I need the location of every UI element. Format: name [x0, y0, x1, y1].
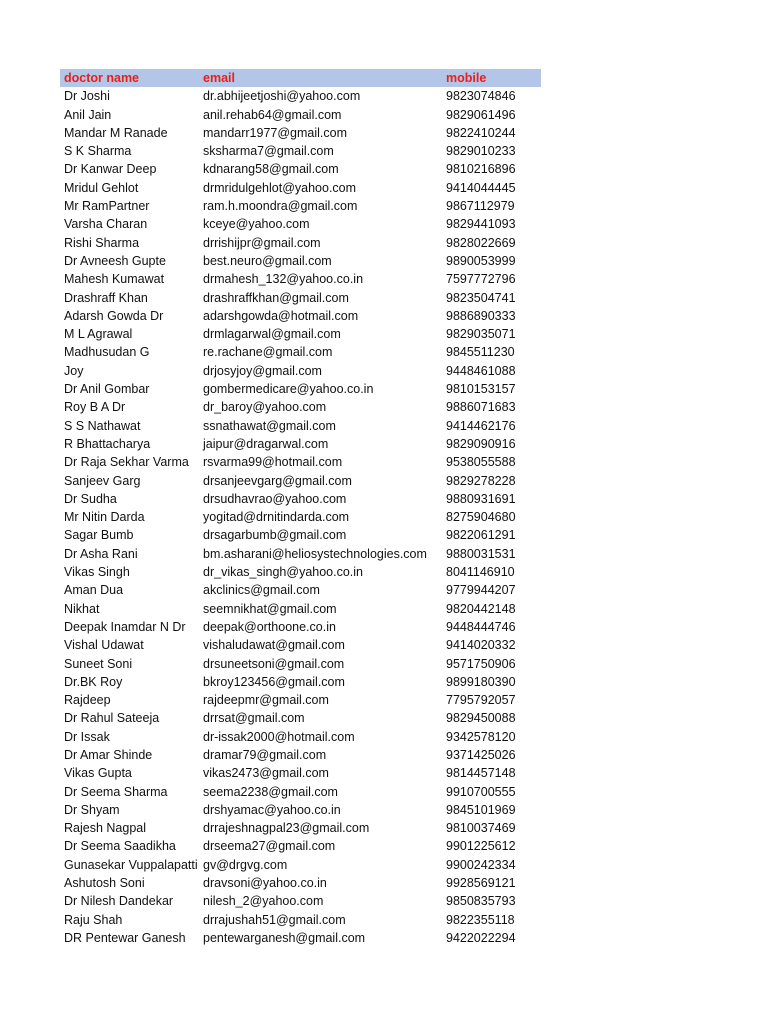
email-cell: drrsat@gmail.com — [203, 711, 305, 726]
email-cell: gv@drgvg.com — [203, 857, 288, 872]
doctor-name-cell: Dr Asha Rani — [64, 546, 138, 561]
table-row — [60, 490, 541, 508]
doctor-name-cell: S K Sharma — [64, 144, 132, 159]
doctor-name-cell: Rishi Sharma — [64, 235, 140, 250]
table-row — [60, 892, 541, 910]
table-row — [60, 856, 541, 874]
doctor-contacts-table — [60, 69, 541, 947]
doctor-name-cell: Varsha Charan — [64, 217, 148, 232]
doctor-name-cell: Nikhat — [64, 601, 100, 616]
doctor-name-cell: Dr Avneesh Gupte — [64, 253, 166, 268]
mobile-cell: 8041146910 — [446, 565, 515, 580]
mobile-cell: 9414462176 — [446, 418, 516, 433]
mobile-cell: 9571750906 — [446, 656, 516, 671]
table-row — [60, 398, 541, 416]
table-row — [60, 636, 541, 654]
table-row — [60, 600, 541, 618]
table-row — [60, 819, 541, 837]
email-cell: sksharma7@gmail.com — [203, 144, 334, 159]
doctor-name-cell: Sanjeev Garg — [64, 473, 141, 488]
table-row — [60, 746, 541, 764]
mobile-cell: 9822410244 — [446, 125, 516, 140]
header-mobile: mobile — [446, 71, 487, 85]
doctor-name-cell: Rajesh Nagpal — [64, 821, 146, 836]
email-cell: yogitad@drnitindarda.com — [203, 510, 350, 525]
doctor-name-cell: R Bhattacharya — [64, 436, 151, 451]
doctor-name-cell: Mahesh Kumawat — [64, 272, 165, 287]
email-cell: drseema27@gmail.com — [203, 839, 336, 854]
email-cell: vikas2473@gmail.com — [203, 766, 329, 781]
table-row — [60, 911, 541, 929]
table-row — [60, 142, 541, 160]
email-cell: drsanjeevgarg@gmail.com — [203, 473, 352, 488]
mobile-cell: 9886071683 — [446, 400, 516, 415]
email-cell: best.neuro@gmail.com — [203, 253, 332, 268]
table-row — [60, 380, 541, 398]
table-row — [60, 197, 541, 215]
table-row — [60, 472, 541, 490]
table-row — [60, 362, 541, 380]
mobile-cell: 9829035071 — [446, 327, 516, 342]
email-cell: dr-issak2000@hotmail.com — [203, 729, 355, 744]
table-row — [60, 343, 541, 361]
doctor-name-cell: Raju Shah — [64, 912, 123, 927]
doctor-name-cell: Drashraff Khan — [64, 290, 148, 305]
email-cell: dravsoni@yahoo.co.in — [203, 876, 327, 891]
mobile-cell: 9899180390 — [446, 674, 516, 689]
doctor-name-cell: Suneet Soni — [64, 656, 133, 671]
table-row — [60, 508, 541, 526]
email-cell: adarshgowda@hotmail.com — [203, 308, 359, 323]
mobile-cell: 9829278228 — [446, 473, 516, 488]
doctor-name-cell: Dr Amar Shinde — [64, 747, 153, 762]
doctor-name-cell: Madhusudan G — [64, 345, 150, 360]
header-doctor-name: doctor name — [64, 71, 140, 85]
doctor-name-cell: Ashutosh Soni — [64, 876, 145, 891]
table-row — [60, 252, 541, 270]
table-row — [60, 545, 541, 563]
mobile-cell: 9822061291 — [446, 528, 516, 543]
email-cell: drmridulgehlot@yahoo.com — [203, 180, 357, 195]
doctor-name-cell: Mridul Gehlot — [64, 180, 139, 195]
doctor-name-cell: Mr Nitin Darda — [64, 510, 145, 525]
table-row — [60, 728, 541, 746]
table-row — [60, 234, 541, 252]
email-cell: drashraffkhan@gmail.com — [203, 290, 349, 305]
mobile-cell: 9880031531 — [446, 546, 516, 561]
email-cell: vishaludawat@gmail.com — [203, 638, 345, 653]
email-cell: pentewarganesh@gmail.com — [203, 930, 366, 945]
table-row — [60, 526, 541, 544]
doctor-name-cell: Mr RamPartner — [64, 199, 150, 214]
mobile-cell: 9810216896 — [446, 162, 516, 177]
table-row — [60, 124, 541, 142]
doctor-name-cell: Deepak Inamdar N Dr — [64, 619, 186, 634]
doctor-name-cell: Rajdeep — [64, 693, 111, 708]
doctor-name-cell: Dr.BK Roy — [64, 674, 123, 689]
mobile-cell: 9900242334 — [446, 857, 516, 872]
mobile-cell: 9845101969 — [446, 802, 516, 817]
mobile-cell: 9886890333 — [446, 308, 516, 323]
table-row — [60, 87, 541, 105]
table-row — [60, 673, 541, 691]
email-cell: ram.h.moondra@gmail.com — [203, 199, 358, 214]
mobile-cell: 9371425026 — [446, 747, 516, 762]
email-cell: ssnathawat@gmail.com — [203, 418, 336, 433]
email-cell: mandarr1977@gmail.com — [203, 125, 348, 140]
table-row — [60, 435, 541, 453]
table-row — [60, 270, 541, 288]
email-cell: drrishijpr@gmail.com — [203, 235, 321, 250]
mobile-cell: 9422022294 — [446, 930, 516, 945]
table-row — [60, 691, 541, 709]
mobile-cell: 9810037469 — [446, 821, 516, 836]
email-cell: drrajushah51@gmail.com — [203, 912, 346, 927]
table-row — [60, 837, 541, 855]
email-cell: anil.rehab64@gmail.com — [203, 107, 342, 122]
email-cell: kdnarang58@gmail.com — [203, 162, 339, 177]
table-row — [60, 106, 541, 124]
mobile-cell: 9448461088 — [446, 363, 516, 378]
table-row — [60, 929, 541, 947]
email-cell: deepak@orthoone.co.in — [203, 619, 336, 634]
mobile-cell: 9910700555 — [446, 784, 516, 799]
mobile-cell: 9814457148 — [446, 766, 516, 781]
doctor-name-cell: Dr Seema Sharma — [64, 784, 168, 799]
doctor-name-cell: Roy B A Dr — [64, 400, 126, 415]
doctor-name-cell: Vikas Gupta — [64, 766, 132, 781]
table-row — [60, 655, 541, 673]
table-row — [60, 709, 541, 727]
doctor-name-cell: Sagar Bumb — [64, 528, 134, 543]
mobile-cell: 9829450088 — [446, 711, 516, 726]
table-body — [60, 87, 541, 947]
doctor-name-cell: Dr Seema Saadikha — [64, 839, 176, 854]
header-email: email — [203, 71, 235, 85]
email-cell: re.rachane@gmail.com — [203, 345, 333, 360]
table-row — [60, 417, 541, 435]
table-row — [60, 801, 541, 819]
table-row — [60, 563, 541, 581]
mobile-cell: 9820442148 — [446, 601, 516, 616]
table-row — [60, 215, 541, 233]
email-cell: bm.asharani@heliosystechnologies.com — [203, 546, 427, 561]
email-cell: dr.abhijeetjoshi@yahoo.com — [203, 89, 361, 104]
table-row — [60, 618, 541, 636]
email-cell: drmahesh_132@yahoo.co.in — [203, 272, 364, 287]
mobile-cell: 9901225612 — [446, 839, 516, 854]
doctor-name-cell: Dr Shyam — [64, 802, 120, 817]
mobile-cell: 9829010233 — [446, 144, 516, 159]
table-row — [60, 289, 541, 307]
email-cell: drmlagarwal@gmail.com — [203, 327, 341, 342]
mobile-cell: 9823504741 — [446, 290, 516, 305]
doctor-name-cell: Vikas Singh — [64, 565, 130, 580]
doctor-name-cell: Gunasekar Vuppalapatti — [64, 857, 198, 872]
table-row — [60, 783, 541, 801]
doctor-name-cell: Dr Joshi — [64, 89, 110, 104]
table-row — [60, 764, 541, 782]
email-cell: drsuneetsoni@gmail.com — [203, 656, 345, 671]
mobile-cell: 9828022669 — [446, 235, 516, 250]
mobile-cell: 9414020332 — [446, 638, 516, 653]
email-cell: kceye@yahoo.com — [203, 217, 310, 232]
email-cell: akclinics@gmail.com — [203, 583, 320, 598]
email-cell: dr_vikas_singh@yahoo.co.in — [203, 565, 364, 580]
mobile-cell: 9850835793 — [446, 894, 516, 909]
table-row — [60, 160, 541, 178]
mobile-cell: 9829090916 — [446, 436, 516, 451]
email-cell: drsudhavrao@yahoo.com — [203, 491, 347, 506]
doctor-name-cell: M L Agrawal — [64, 327, 133, 342]
mobile-cell: 9890053999 — [446, 253, 516, 268]
doctor-name-cell: Mandar M Ranade — [64, 125, 168, 140]
doctor-name-cell: Dr Issak — [64, 729, 110, 744]
mobile-cell: 7795792057 — [446, 693, 516, 708]
email-cell: seema2238@gmail.com — [203, 784, 338, 799]
table-row — [60, 581, 541, 599]
email-cell: drsagarbumb@gmail.com — [203, 528, 347, 543]
doctor-name-cell: Joy — [64, 363, 84, 378]
table-row — [60, 325, 541, 343]
mobile-cell: 7597772796 — [446, 272, 516, 287]
doctor-name-cell: Dr Nilesh Dandekar — [64, 894, 174, 909]
mobile-cell: 9822355118 — [446, 912, 515, 927]
mobile-cell: 9414044445 — [446, 180, 516, 195]
email-cell: rajdeepmr@gmail.com — [203, 693, 329, 708]
doctor-name-cell: Dr Rahul Sateeja — [64, 711, 160, 726]
mobile-cell: 9448444746 — [446, 619, 516, 634]
table-header-row — [60, 69, 541, 87]
doctor-name-cell: Dr Sudha — [64, 491, 117, 506]
mobile-cell: 9845511230 — [446, 345, 515, 360]
mobile-cell: 9829061496 — [446, 107, 516, 122]
email-cell: drrajeshnagpal23@gmail.com — [203, 821, 370, 836]
doctor-name-cell: Adarsh Gowda Dr — [64, 308, 164, 323]
doctor-name-cell: S S Nathawat — [64, 418, 141, 433]
mobile-cell: 9810153157 — [446, 382, 516, 397]
mobile-cell: 9867112979 — [446, 199, 515, 214]
mobile-cell: 8275904680 — [446, 510, 516, 525]
doctor-name-cell: Dr Kanwar Deep — [64, 162, 157, 177]
table-row — [60, 874, 541, 892]
mobile-cell: 9538055588 — [446, 455, 516, 470]
email-cell: dramar79@gmail.com — [203, 747, 327, 762]
email-cell: jaipur@dragarwal.com — [203, 436, 329, 451]
email-cell: bkroy123456@gmail.com — [203, 674, 345, 689]
email-cell: drshyamac@yahoo.co.in — [203, 802, 341, 817]
table-row — [60, 453, 541, 471]
email-cell: nilesh_2@yahoo.com — [203, 894, 324, 909]
mobile-cell: 9342578120 — [446, 729, 516, 744]
email-cell: gombermedicare@yahoo.co.in — [203, 382, 374, 397]
email-cell: drjosyjoy@gmail.com — [203, 363, 322, 378]
mobile-cell: 9823074846 — [446, 89, 516, 104]
table-row — [60, 307, 541, 325]
email-cell: seemnikhat@gmail.com — [203, 601, 337, 616]
doctor-name-cell: DR Pentewar Ganesh — [64, 930, 186, 945]
doctor-name-cell: Anil Jain — [64, 107, 112, 122]
mobile-cell: 9880931691 — [446, 491, 516, 506]
email-cell: dr_baroy@yahoo.com — [203, 400, 327, 415]
mobile-cell: 9829441093 — [446, 217, 516, 232]
table-row — [60, 179, 541, 197]
doctor-name-cell: Aman Dua — [64, 583, 124, 598]
doctor-name-cell: Dr Anil Gombar — [64, 382, 150, 397]
email-cell: rsvarma99@hotmail.com — [203, 455, 343, 470]
doctor-name-cell: Dr Raja Sekhar Varma — [64, 455, 189, 470]
doctor-name-cell: Vishal Udawat — [64, 638, 144, 653]
mobile-cell: 9928569121 — [446, 876, 516, 891]
mobile-cell: 9779944207 — [446, 583, 516, 598]
